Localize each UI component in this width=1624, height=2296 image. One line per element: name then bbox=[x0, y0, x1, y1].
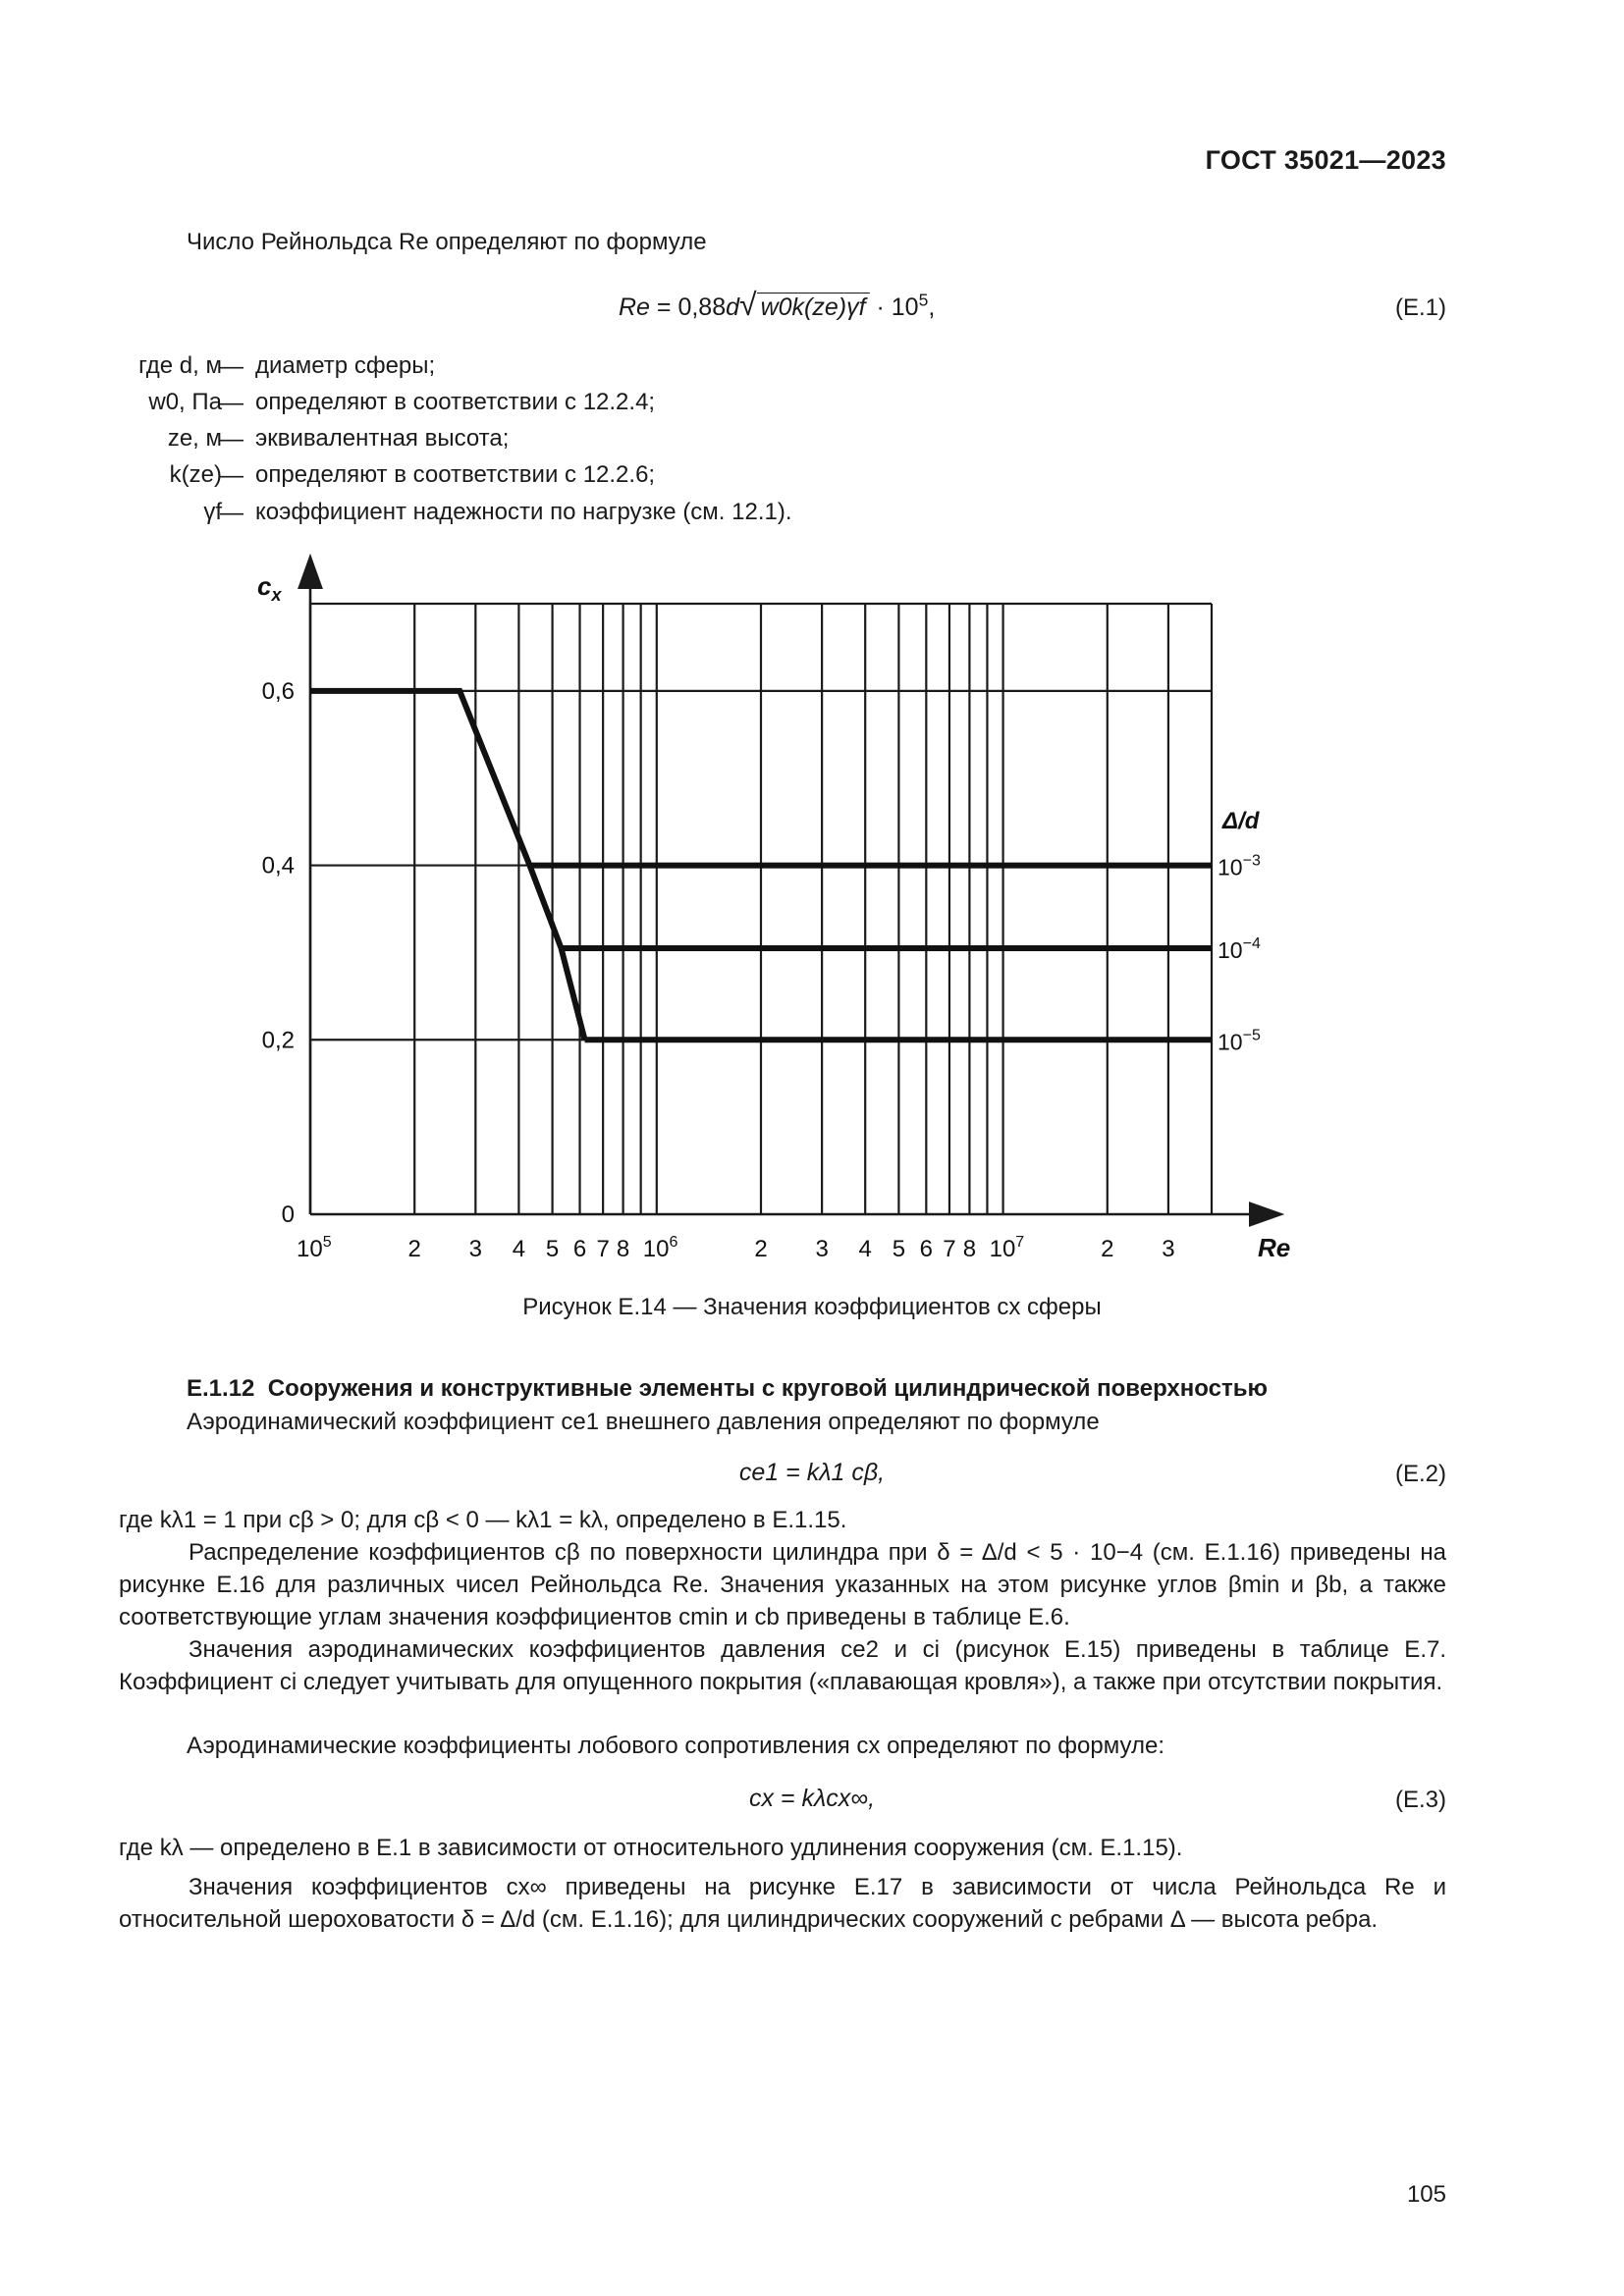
x-tick-label: 7 bbox=[943, 1236, 956, 1262]
where-dash: — bbox=[220, 353, 244, 380]
x-tick-label: 4 bbox=[858, 1236, 872, 1262]
para-3: Значения аэродинамических коэффициентов давления ce2 и ci (рисунок E.15) приведены в таблице E.7. Коэффициент ci следует учитывать для опущенного покрытия («плавающая кровля»), а также при отсутствии покрытия. bbox=[119, 1636, 1446, 1695]
formula-e1-number: (E.1) bbox=[1394, 294, 1446, 321]
x-tick-label: 5 bbox=[892, 1236, 906, 1262]
x-tick-label: $10^6$ bbox=[642, 1234, 678, 1262]
formula-e1-comma: , bbox=[928, 294, 936, 321]
legend-title: Δ/d bbox=[1222, 808, 1260, 834]
x-tick-label: 6 bbox=[919, 1236, 934, 1262]
formula-e1-exp: 5 bbox=[918, 290, 929, 310]
where-text: определяют в соответствии с 12.2.4; bbox=[255, 389, 656, 415]
chart-grid bbox=[310, 604, 1212, 1214]
para-2: Распределение коэффициентов cβ по поверхности цилиндра при δ = Δ/d < 5 · 10−4 (см. E.1.16) приведены на рисунке E.16 для различных чисел Рейнольдса Re. Значения указанных на этом рисунке углов βmin и βb, а также соответствующие углам значения коэффициентов cmin и cb приведены в таблице E.6. bbox=[119, 1539, 1446, 1630]
where-text: эквивалентная высота; bbox=[255, 425, 510, 452]
para-where-2: где kλ1 = 1 при cβ > 0; для cβ < 0 — kλ1 = kλ, определено в E.1.15. bbox=[119, 1507, 847, 1533]
where-symbol: γf bbox=[203, 499, 222, 525]
y-tick-label: 0,2 bbox=[261, 1027, 295, 1054]
where-symbol: ze, м bbox=[167, 425, 222, 452]
where-dash: — bbox=[220, 462, 244, 489]
x-tick-label: 3 bbox=[468, 1236, 483, 1262]
x-tick-label: $10^5$ bbox=[297, 1234, 332, 1262]
y-tick-label: 0 bbox=[281, 1201, 295, 1228]
formula-e3-number: (E.3) bbox=[1394, 1787, 1446, 1813]
x-tick-label: 6 bbox=[572, 1236, 587, 1262]
x-tick-label: 7 bbox=[596, 1236, 610, 1262]
para-where-3: где kλ — определено в E.1 в зависимости от относительного удлинения сооружения (см. E.1.15). bbox=[119, 1835, 1183, 1861]
x-tick-label: 2 bbox=[407, 1236, 421, 1262]
para-4: Аэродинамические коэффициенты лобового сопротивления cx определяют по формуле: bbox=[187, 1733, 1164, 1759]
where-dash: — bbox=[220, 500, 244, 526]
formula-e1-d: d bbox=[726, 294, 740, 321]
where-symbol: k(ze) bbox=[169, 461, 222, 488]
x-tick-label: 3 bbox=[815, 1236, 829, 1262]
para-5: Значения коэффициентов cx∞ приведены на рисунке E.17 в зависимости от числа Рейнольдса Re и относительной шероховатости δ = Δ/d (см. E.1.16); для цилиндрических сооружений с ребрами Δ — высота ребра. bbox=[119, 1874, 1446, 1933]
where-text: коэффициент надежности по нагрузке (см. 12.1). bbox=[255, 499, 792, 525]
para-1: Аэродинамический коэффициент ce1 внешнего давления определяют по формуле bbox=[187, 1409, 1100, 1435]
standard-code-header: ГОСТ 35021—2023 bbox=[1205, 145, 1446, 175]
formula-e3: cx = kλcx∞, bbox=[748, 1785, 876, 1812]
where-symbol: w0, Па bbox=[148, 389, 222, 415]
section-heading bbox=[187, 1374, 1268, 1404]
figure-caption: Рисунок E.14 — Значения коэффициентов cx сферы bbox=[522, 1294, 1102, 1320]
y-tick-label: 0,4 bbox=[261, 852, 295, 880]
where-dash: — bbox=[220, 426, 244, 453]
series-label: $10^{-3}$ bbox=[1218, 852, 1261, 881]
where-dash: — bbox=[220, 390, 244, 416]
series-label: $10^{-4}$ bbox=[1218, 934, 1261, 963]
x-tick-label: 8 bbox=[962, 1236, 977, 1262]
x-tick-label: 5 bbox=[545, 1236, 560, 1262]
page-number: 105 bbox=[1406, 2181, 1446, 2208]
sqrt-symbol: √ bbox=[739, 287, 757, 322]
formula-e1-lhs: Re bbox=[619, 294, 650, 321]
formula-e1-rhs-prefix: = 0,88 bbox=[649, 294, 727, 321]
series-label: $10^{-5}$ bbox=[1218, 1027, 1261, 1055]
chart-labels bbox=[257, 571, 1290, 1262]
formula-e2: ce1 = kλ1 cβ, bbox=[738, 1459, 886, 1486]
x-tick-label: 4 bbox=[512, 1236, 526, 1262]
formula-e2-number: (E.2) bbox=[1394, 1461, 1446, 1487]
intro-text: Число Рейнольдса Re определяют по формуле bbox=[187, 229, 707, 255]
where-symbol: где d, м bbox=[138, 352, 222, 379]
where-text: диаметр сферы; bbox=[255, 352, 436, 379]
x-tick-label: 2 bbox=[1101, 1236, 1114, 1262]
x-tick-label: 2 bbox=[754, 1236, 768, 1262]
y-axis-title: $c_x$ bbox=[257, 571, 282, 605]
chart-axes bbox=[310, 571, 1267, 1214]
formula-e1-radicand: w0k(ze)γf bbox=[757, 293, 870, 321]
x-tick-label: $10^7$ bbox=[989, 1234, 1025, 1262]
y-tick-label: 0,6 bbox=[261, 677, 295, 705]
x-axis-title: Re bbox=[1258, 1233, 1291, 1262]
x-tick-label: 3 bbox=[1162, 1236, 1175, 1262]
formula-e1-tail: · 10 bbox=[869, 294, 919, 321]
x-tick-label: 8 bbox=[616, 1236, 630, 1262]
section-number: E.1.12 bbox=[187, 1375, 255, 1402]
where-text: определяют в соответствии с 12.2.6; bbox=[255, 461, 656, 488]
section-title: Сооружения и конструктивные элементы с круговой цилиндрической поверхностью bbox=[267, 1375, 1268, 1402]
